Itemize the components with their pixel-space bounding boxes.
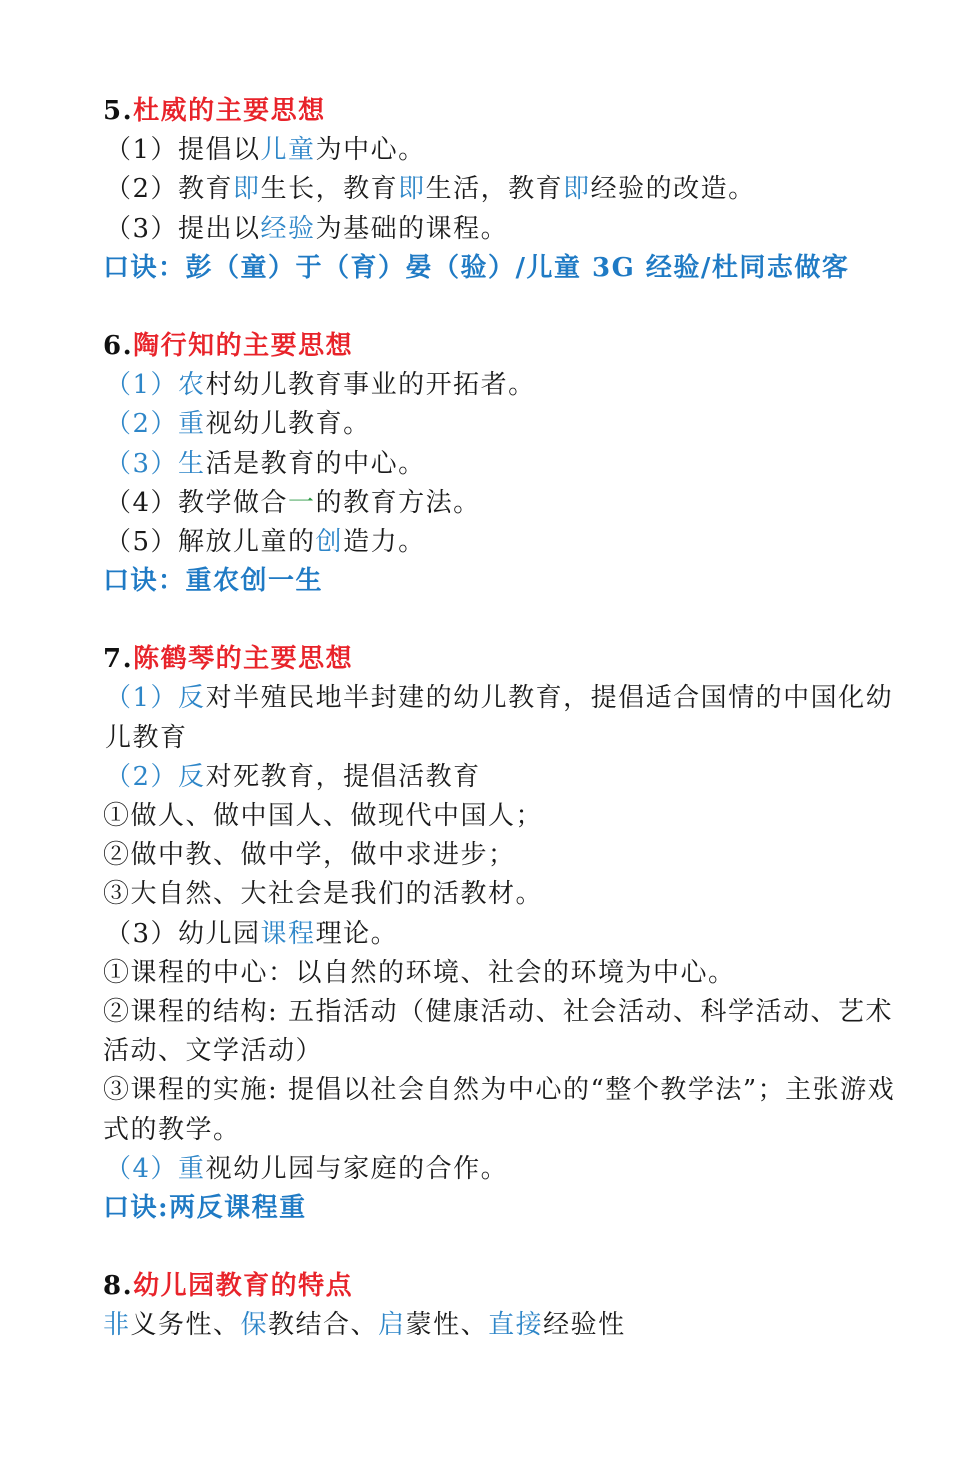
keyword-highlight: 农 — [178, 370, 206, 401]
keyword-highlight: 非 — [103, 1310, 131, 1341]
item-text: 村幼儿教育事业的开拓者。 — [205, 370, 536, 401]
item-text: （5）解放儿童的 — [105, 526, 316, 557]
section-number: 6. — [103, 330, 134, 361]
mnemonic-line: 口诀:两反课程重 — [103, 1193, 307, 1223]
item-text: 蒙性、 — [405, 1310, 489, 1341]
list-item — [103, 170, 918, 209]
section-heading-chen — [103, 640, 918, 679]
item-text: 经验的改造。 — [590, 174, 756, 205]
mnemonic-line: 口诀：重农创一生 — [103, 566, 324, 597]
list-item — [103, 915, 918, 954]
list-item — [103, 210, 918, 249]
item-text: （4）教学做合 — [105, 487, 289, 518]
item-text: 的教育方法。 — [315, 487, 481, 518]
keyword-highlight: 生 — [178, 448, 206, 479]
item-text: 生活，教育 — [425, 174, 564, 205]
list-item — [103, 679, 918, 757]
section-title: 杜威的主要思想 — [133, 96, 326, 126]
section-spacer — [103, 601, 918, 640]
keyword-highlight: 反 — [178, 761, 206, 792]
sub-item: ②做中教、做中学，做中求进步； — [103, 840, 516, 871]
list-item — [103, 131, 918, 170]
item-text: 视幼儿园与家庭的合作。 — [205, 1153, 509, 1184]
sub-item: ③大自然、大社会是我们的活教材。 — [103, 879, 544, 910]
document-page — [103, 92, 918, 1346]
list-item — [103, 523, 918, 562]
section-number: 5. — [103, 96, 134, 126]
keyword-highlight: 直接 — [488, 1310, 544, 1341]
keyword-highlight: 反 — [178, 683, 206, 714]
keyword-highlight: 即 — [398, 174, 426, 205]
item-text: （1）提倡以 — [105, 135, 261, 166]
item-text: 视幼儿教育。 — [205, 409, 371, 440]
section-heading-dewey — [103, 92, 918, 131]
item-number: （2） — [105, 409, 179, 440]
keyword-highlight: 创 — [315, 526, 344, 557]
sub-item: ①做人、做中国人、做现代中国人； — [103, 801, 544, 832]
keyword-highlight: 保 — [240, 1310, 269, 1341]
item-number: （2） — [105, 761, 179, 792]
item-text: 对半殖民地半封建的幼儿教育，提倡适合国情的中国化幼儿教育 — [105, 683, 894, 753]
keyword-highlight: 儿童 — [260, 135, 316, 166]
list-item — [103, 366, 918, 405]
sub-item: ②课程的结构: 五指活动（健康活动、社会活动、科学活动、艺术活动、文学活动） — [103, 997, 894, 1067]
keyword-highlight: 重 — [178, 1153, 206, 1184]
item-text: 义务性、 — [130, 1310, 241, 1341]
section-title: 幼儿园教育的特点 — [133, 1271, 354, 1302]
item-text: 经验性 — [543, 1310, 626, 1341]
item-number: （4） — [105, 1153, 179, 1184]
item-text: 理论。 — [315, 918, 399, 949]
keyword-highlight: 即 — [563, 174, 591, 205]
item-number: （1） — [105, 683, 179, 714]
item-text: （2）教育 — [105, 174, 234, 205]
keyword-highlight: 重 — [178, 409, 206, 440]
list-item — [103, 758, 918, 797]
item-text: （3）幼儿园 — [105, 918, 261, 949]
keyword-highlight: 课程 — [260, 918, 316, 949]
item-text: 造力。 — [343, 526, 426, 557]
mnemonic-line: 口诀：彭（童）于（育）晏（验）/儿童 3G 经验/杜同志做客 — [103, 252, 850, 283]
features-line — [103, 1306, 918, 1345]
keyword-highlight: 一 — [288, 487, 316, 518]
item-number: （3） — [105, 448, 179, 479]
section-number: 7. — [103, 644, 134, 675]
list-item — [103, 405, 918, 444]
item-text: 为基础的课程。 — [315, 213, 509, 244]
item-text: （3）提出以 — [105, 213, 261, 244]
item-text: 生长，教育 — [260, 174, 399, 205]
item-text: 教结合、 — [268, 1310, 379, 1341]
list-item — [103, 445, 918, 484]
section-title: 陶行知的主要思想 — [133, 330, 354, 361]
sub-item: ③课程的实施: 提倡以社会自然为中心的“整个教学法”；主张游戏式的教学。 — [103, 1075, 896, 1145]
keyword-highlight: 即 — [233, 174, 261, 205]
keyword-highlight: 启 — [378, 1310, 406, 1341]
sub-item: ①课程的中心：以自然的环境、社会的环境为中心。 — [103, 957, 736, 988]
item-number: （1） — [105, 370, 179, 401]
item-text: 对死教育，提倡活教育 — [205, 761, 481, 792]
section-heading-tao — [103, 327, 918, 366]
section-spacer — [103, 1228, 918, 1267]
keyword-highlight: 经验 — [260, 213, 316, 244]
section-spacer — [103, 288, 918, 327]
list-item — [103, 1150, 918, 1189]
item-text: 活是教育的中心。 — [205, 448, 426, 479]
section-number: 8. — [103, 1271, 134, 1302]
list-item — [103, 484, 918, 523]
section-title: 陈鹤琴的主要思想 — [133, 644, 354, 675]
item-text: 为中心。 — [315, 135, 426, 166]
section-heading-features — [103, 1267, 918, 1306]
